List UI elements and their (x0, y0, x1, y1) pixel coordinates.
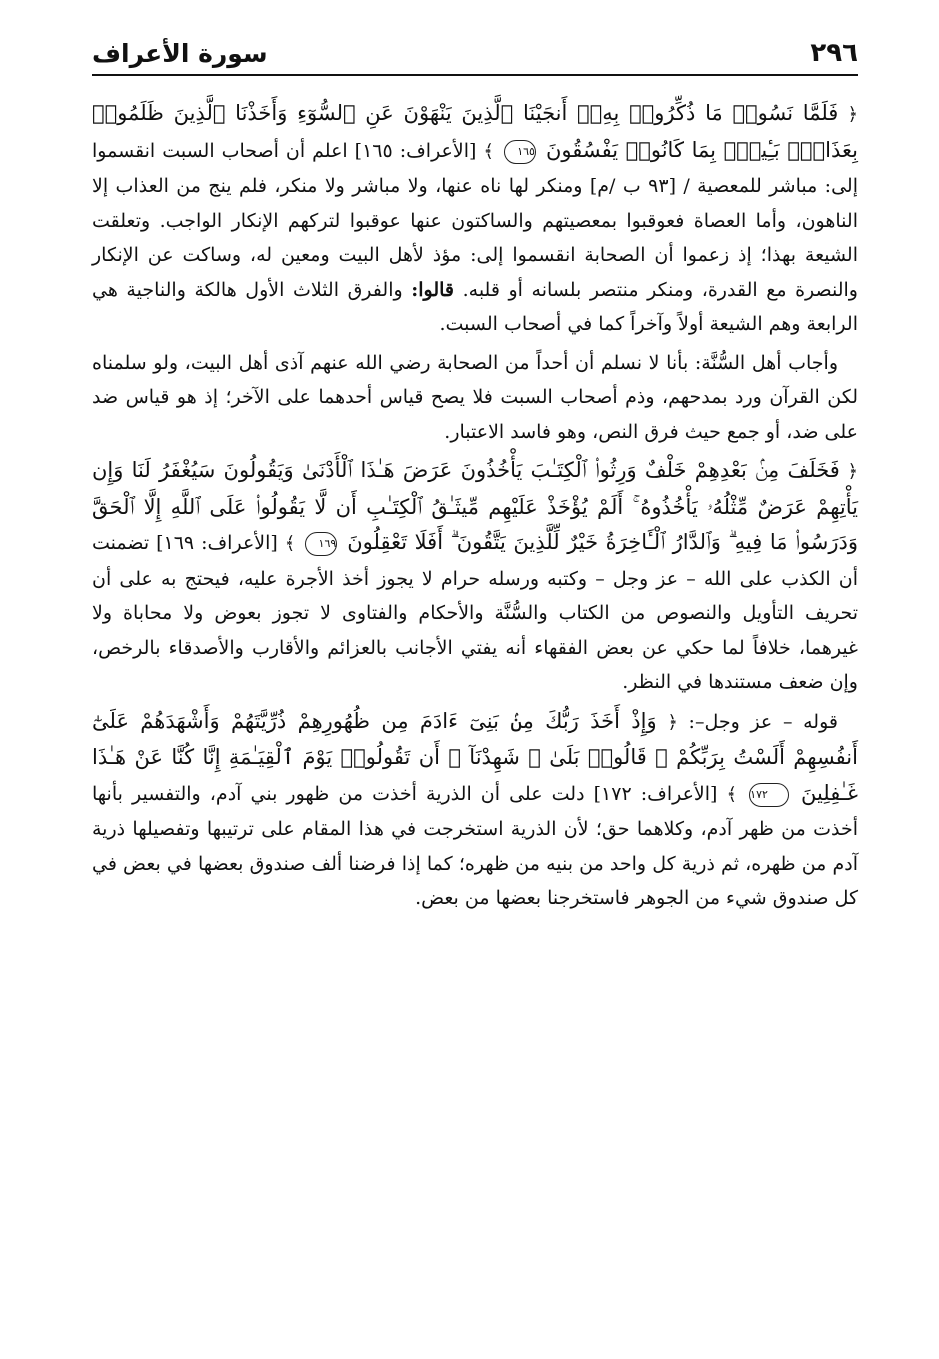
commentary-text: وأجاب أهل السُّنَّة: بأنا لا نسلم أن أحداً من الصحابة رضي الله عنهم آذى أهل البيت، ولو سلمناه لكن القرآن ورد بمدحهم، وذم أصحاب السبت فلا يصح قياس أحدهما على الآخر؛ إذ هو قياس ضد على ضد، أو جمع حيث فرق النص، وهو فاسد الاعتبار. (92, 351, 858, 443)
verse-reference: [الأعراف: ١٧٢] (593, 782, 718, 805)
quran-open-bracket: ﴿ (847, 461, 858, 482)
quran-verse-169: فَخَلَفَ مِنۢ بَعْدِهِمْ خَلْفٌ وَرِثُوا۟ ٱلْكِتَـٰبَ يَأْخُذُونَ عَرَضَ هَـٰذَا ٱلْأَدْنَىٰ وَيَقُولُونَ سَيُغْفَرُ لَنَا وَإِن يَأْتِهِمْ عَرَضٌ مِّثْلُهُۥ يَأْخُذُوهُ ۚ أَلَمْ يُؤْخَذْ عَلَيْهِم مِّيثَـٰقُ ٱلْكِتَـٰبِ أَن لَّا يَقُولُوا۟ عَلَى ٱللَّهِ إِلَّا ٱلْحَقَّ وَدَرَسُوا۟ مَا فِيهِ ۗ وَٱلدَّارُ ٱلْـَٔاخِرَةُ خَيْرٌ لِّلَّذِينَ يَتَّقُونَ ۗ أَفَلَا تَعْقِلُونَ (92, 458, 858, 554)
commentary-text: تضمنت أن الكذب على الله – عز وجل – وكتبه ورسله حرام لا يجوز أخذ الأجرة عليه، فيحتج به على أن تحريف التأويل والنصوص من الكتاب والسُّنَّة والأحكام والفتاوى لا تجوز بعوض ولا محاباة ولا غيرهما، خلافاً لما حكي عن بعض الفقهاء أنه يفتي الأجانب بالعزائم والأقارب والأصدقاء بالرخص، وإن ضعف مستندها في النظر. (92, 532, 858, 693)
page-number: ٢٩٦ (810, 38, 858, 68)
quran-verse-165: فَلَمَّا نَسُوا۟ مَا ذُكِّرُوا۟ بِهِۦٓ أَنجَيْنَا ٱلَّذِينَ يَنْهَوْنَ عَنِ ٱلسُّوٓءِ وَأَخَذْنَا ٱلَّذِينَ ظَلَمُوا۟ بِعَذَابٍۭ بَـِٔيسٍۭ بِمَا كَانُوا۟ يَفْسُقُونَ (92, 101, 858, 162)
bold-term: قالوا: (411, 278, 455, 301)
aya-number-marker: ١٦٥ (504, 140, 536, 164)
paragraph-1 (92, 96, 858, 342)
quran-close-bracket: ﴾ (726, 783, 738, 805)
commentary-text: اعلم أن أصحاب السبت انقسموا إلى: مباشر للمعصية / [٩٣ ب /م] ومنكر لها ناه عنها، ولا مباشر ولا منكر، فلم ينج من العذاب إلا الناهون، وأما العصاة فعوقبوا بمعصيتهم والساكتون عنها عوقبوا لتركهم الإنكار الواجب. وتعلقت الشيعة بهذا؛ إذ زعموا أن الصحابة انقسموا إلى: مؤذ لأهل البيت ومعين له، وساكت عن الإنكار والنصرة مع القدرة، ومنكر منتصر بلسانه أو قلبه. (92, 139, 858, 301)
aya-number-marker: ١٦٩ (305, 532, 337, 556)
verse-reference: [الأعراف: ١٦٩] (156, 532, 278, 554)
paragraph-4 (92, 704, 858, 916)
verse-reference: [الأعراف: ١٦٥] (354, 139, 477, 162)
aya-number-marker: ١٧٢ (749, 783, 789, 807)
page (92, 30, 858, 920)
page-body (92, 96, 858, 916)
commentary-text: والفرق الثلاث الأول هالكة والناجية هي الرابعة وهم الشيعة أولاً وآخراً كما في أصحاب السبت. (92, 278, 858, 335)
quran-verse-172: وَإِذْ أَخَذَ رَبُّكَ مِنۢ بَنِىٓ ءَادَمَ مِن ظُهُورِهِمْ ذُرِّيَّتَهُمْ وَأَشْهَدَهُمْ عَلَىٰٓ أَنفُسِهِمْ أَلَسْتُ بِرَبِّكُمْ ۖ قَالُوا۟ بَلَىٰ ۛ شَهِدْنَآ ۛ أَن تَقُولُوا۟ يَوْمَ ٱلْقِيَـٰمَةِ إِنَّا كُنَّا عَنْ هَـٰذَا غَـٰفِلِينَ (92, 708, 859, 805)
quran-close-bracket: ﴾ (483, 140, 494, 162)
page-header (92, 30, 858, 76)
quran-open-bracket: ﴿ (667, 711, 678, 733)
paragraph-3 (92, 453, 858, 700)
lead-text: قوله – عز وجل–: (688, 710, 838, 733)
quran-open-bracket: ﴿ (847, 104, 858, 125)
quran-close-bracket: ﴾ (284, 533, 296, 554)
surah-title: سورة الأعراف (92, 39, 268, 68)
commentary-text: دلت على أن الذرية أخذت من ظهور بني آدم، والتفسير بأنها أخذت من ظهر آدم، وكلاهما حق؛ لأن الذرية استخرجت في هذا المقام على ترتيبها وتفصيلها ذرية آدم من ظهره، ثم ذرية كل واحد من بنيه من ظهره؛ كما إذا فرضنا ألف صندوق بعضها في بعض في كل صندوق شيء من الجوهر فاستخرجنا بعضها من بعض. (92, 782, 858, 909)
paragraph-2 (92, 346, 858, 450)
